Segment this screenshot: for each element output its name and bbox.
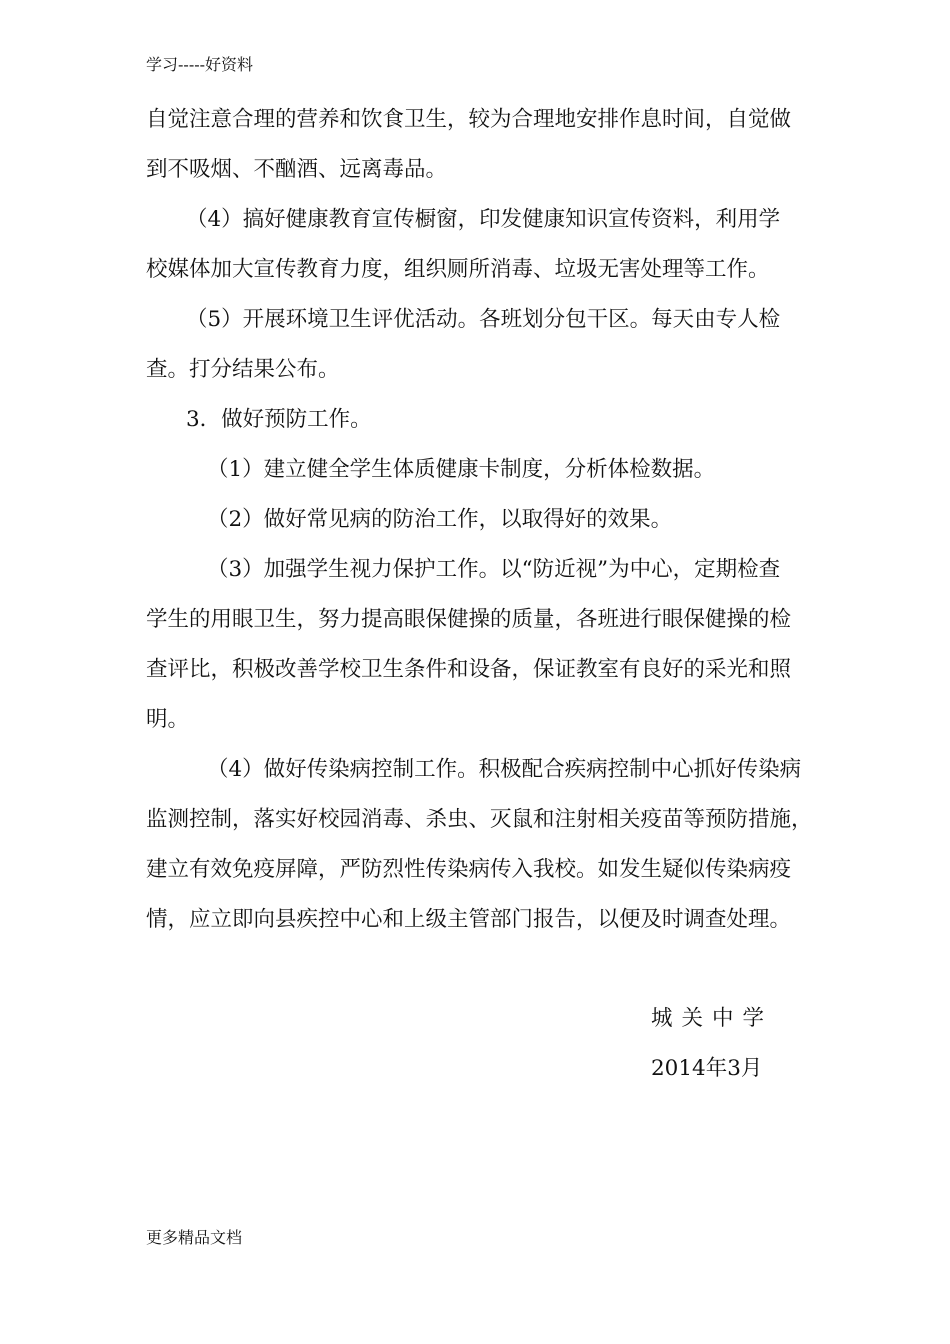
signature-date: 2014年3月 [651, 1056, 763, 1081]
body-line: 校媒体加大宣传教育力度，组织厕所消毒、垃圾无害处理等工作。 [146, 257, 770, 282]
section-heading: 3．做好预防工作。 [186, 407, 372, 432]
body-line: （5）开展环境卫生评优活动。各班划分包干区。每天由专人检 [186, 307, 781, 332]
body-line: 学生的用眼卫生，努力提高眼保健操的质量，各班进行眼保健操的检 [146, 607, 792, 632]
body-line: 自觉注意合理的营养和饮食卫生，较为合理地安排作息时间，自觉做 [146, 107, 792, 132]
body-line: （3）加强学生视力保护工作。以“防近视”为中心，定期检查 [207, 557, 781, 582]
page-footer: 更多精品文档 [146, 1228, 243, 1247]
body-line: （4）搞好健康教育宣传橱窗，印发健康知识宣传资料，利用学 [186, 207, 781, 232]
body-line: 查。打分结果公布。 [146, 357, 340, 382]
body-line: （2）做好常见病的防治工作，以取得好的效果。 [207, 507, 673, 532]
body-line: 情，应立即向县疾控中心和上级主管部门报告，以便及时调查处理。 [146, 907, 792, 932]
body-line: 查评比，积极改善学校卫生条件和设备，保证教室有良好的采光和照 [146, 657, 792, 682]
body-line: 明。 [146, 707, 190, 732]
body-line: 监测控制，落实好校园消毒、杀虫、灭鼠和注射相关疫苗等预防措施， [146, 807, 813, 832]
page-header: 学习-----好资料 [146, 55, 254, 74]
body-line: 建立有效免疫屏障，严防烈性传染病传入我校。如发生疑似传染病疫 [146, 857, 792, 882]
body-line: 到不吸烟、不酗酒、远离毒品。 [146, 157, 448, 182]
body-line: （1）建立健全学生体质健康卡制度，分析体检数据。 [207, 457, 716, 482]
body-line: （4）做好传染病控制工作。积极配合疾病控制中心抓好传染病 [207, 757, 802, 782]
signature-school: 城关中学 [651, 1006, 774, 1031]
